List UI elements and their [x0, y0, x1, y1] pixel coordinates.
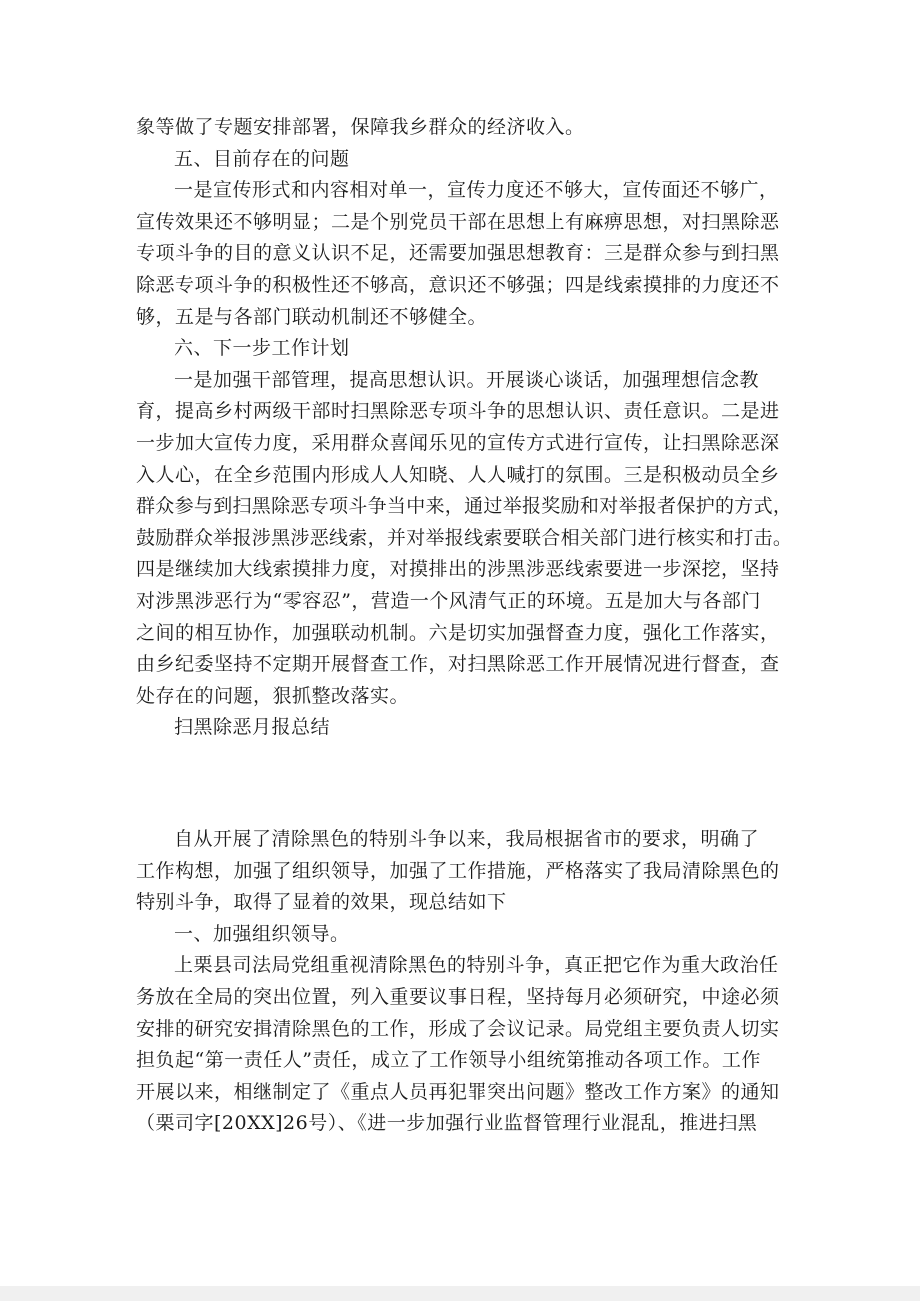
paragraph-line: 专项斗争的目的意义认识不足，还需要加强思想教育：三是群众参与到扫黑 [136, 242, 780, 265]
paragraph-line: 入人心，在全乡范围内形成人人知晓、人人喊打的氛围。三是积极动员全乡 [136, 463, 780, 486]
paragraph-line: 够，五是与各部门联动机制还不够健全。 [136, 305, 488, 328]
paragraph-line: 特别斗争，取得了显着的效果，现总结如下 [136, 891, 507, 914]
section-heading-next-plan: 六、下一步工作计划 [174, 337, 350, 360]
section-heading-organization: 一、加强组织领导。 [174, 922, 350, 945]
paragraph-line: 由乡纪委坚持不定期开展督查工作，对扫黑除恶工作开展情况进行督查，查 [136, 653, 780, 676]
paragraph-line: 上栗县司法局党组重视清除黑色的特别斗争，真正把它作为重大政治任 [174, 954, 779, 977]
paragraph-line: 象等做了专题安排部署，保障我乡群众的经济收入。 [136, 116, 585, 138]
paragraph-line: 工作构想，加强了组织领导，加强了工作措施，严格落实了我局清除黑色的 [136, 859, 780, 882]
paragraph-line: 一是加强干部管理，提高思想认识。开展谈心谈话，加强理想信念教 [174, 368, 760, 391]
paragraph-line: 担负起“第一责任人”责任，成立了工作领导小组统第推动各项工作。工作 [136, 1049, 761, 1072]
paragraph-line: 鼓励群众举报涉黑涉恶线索，并对举报线索要联合相关部门进行核实和打击。 [136, 526, 793, 549]
page-bottom-margin [0, 1286, 920, 1301]
paragraph-line: 安排的研究安揖清除黑色的工作，形成了会议记录。局党组主要负责人切实 [136, 1017, 780, 1040]
document-body-bottom [136, 824, 794, 1140]
paragraph-line: 对涉黑涉恶行为“零容忍”，营造一个风清气正的环境。五是加大与各部门 [136, 589, 761, 612]
paragraph-line: 育，提高乡村两级干部时扫黑除恶专项斗争的思想认识、责任意识。二是进 [136, 400, 780, 423]
paragraph-line: （栗司字[20XX]26号）、《进一步加强行业监督管理行业混乱，推进扫黑 [136, 1112, 758, 1135]
paragraph-line: 务放在全局的突出位置，列入重要议事日程，坚持每月必须研究，中途必须 [136, 985, 780, 1008]
paragraph-line: 一步加大宣传力度，采用群众喜闻乐见的宣传方式进行宣传，让扫黑除恶深 [136, 431, 780, 454]
document-title-monthly-report: 扫黑除恶月报总结 [174, 716, 331, 739]
paragraph-line: 四是继续加大线索摸排力度，对摸排出的涉黑涉恶线索要进一步深挖，坚持 [136, 558, 780, 581]
paragraph-line: 一是宣传形式和内容相对单一，宣传力度还不够大，宣传面还不够广， [174, 179, 779, 202]
section-heading-problems: 五、目前存在的问题 [174, 147, 350, 170]
paragraph-line: 宣传效果还不够明显；二是个别党员干部在思想上有麻痹思想，对扫黑除恶 [136, 210, 780, 233]
paragraph-line: 处存在的问题，狠抓整改落实。 [136, 684, 410, 707]
paragraph-line: 群众参与到扫黑除恶专项斗争当中来，通过举报奖励和对举报者保护的方式， [136, 495, 793, 518]
document-body-top [136, 112, 794, 744]
paragraph-line: 除恶专项斗争的积极性还不够高，意识还不够强；四是线索摸排的力度还不 [136, 273, 780, 296]
paragraph-line: 自从开展了清除黑色的特别斗争以来，我局根据省市的要求，明确了 [174, 828, 760, 850]
paragraph-line: 之间的相互协作，加强联动机制。六是切实加强督查力度，强化工作落实， [136, 621, 780, 644]
paragraph-line: 开展以来，相继制定了《重点人员再犯罪突出问题》整改工作方案》的通知 [136, 1080, 780, 1103]
